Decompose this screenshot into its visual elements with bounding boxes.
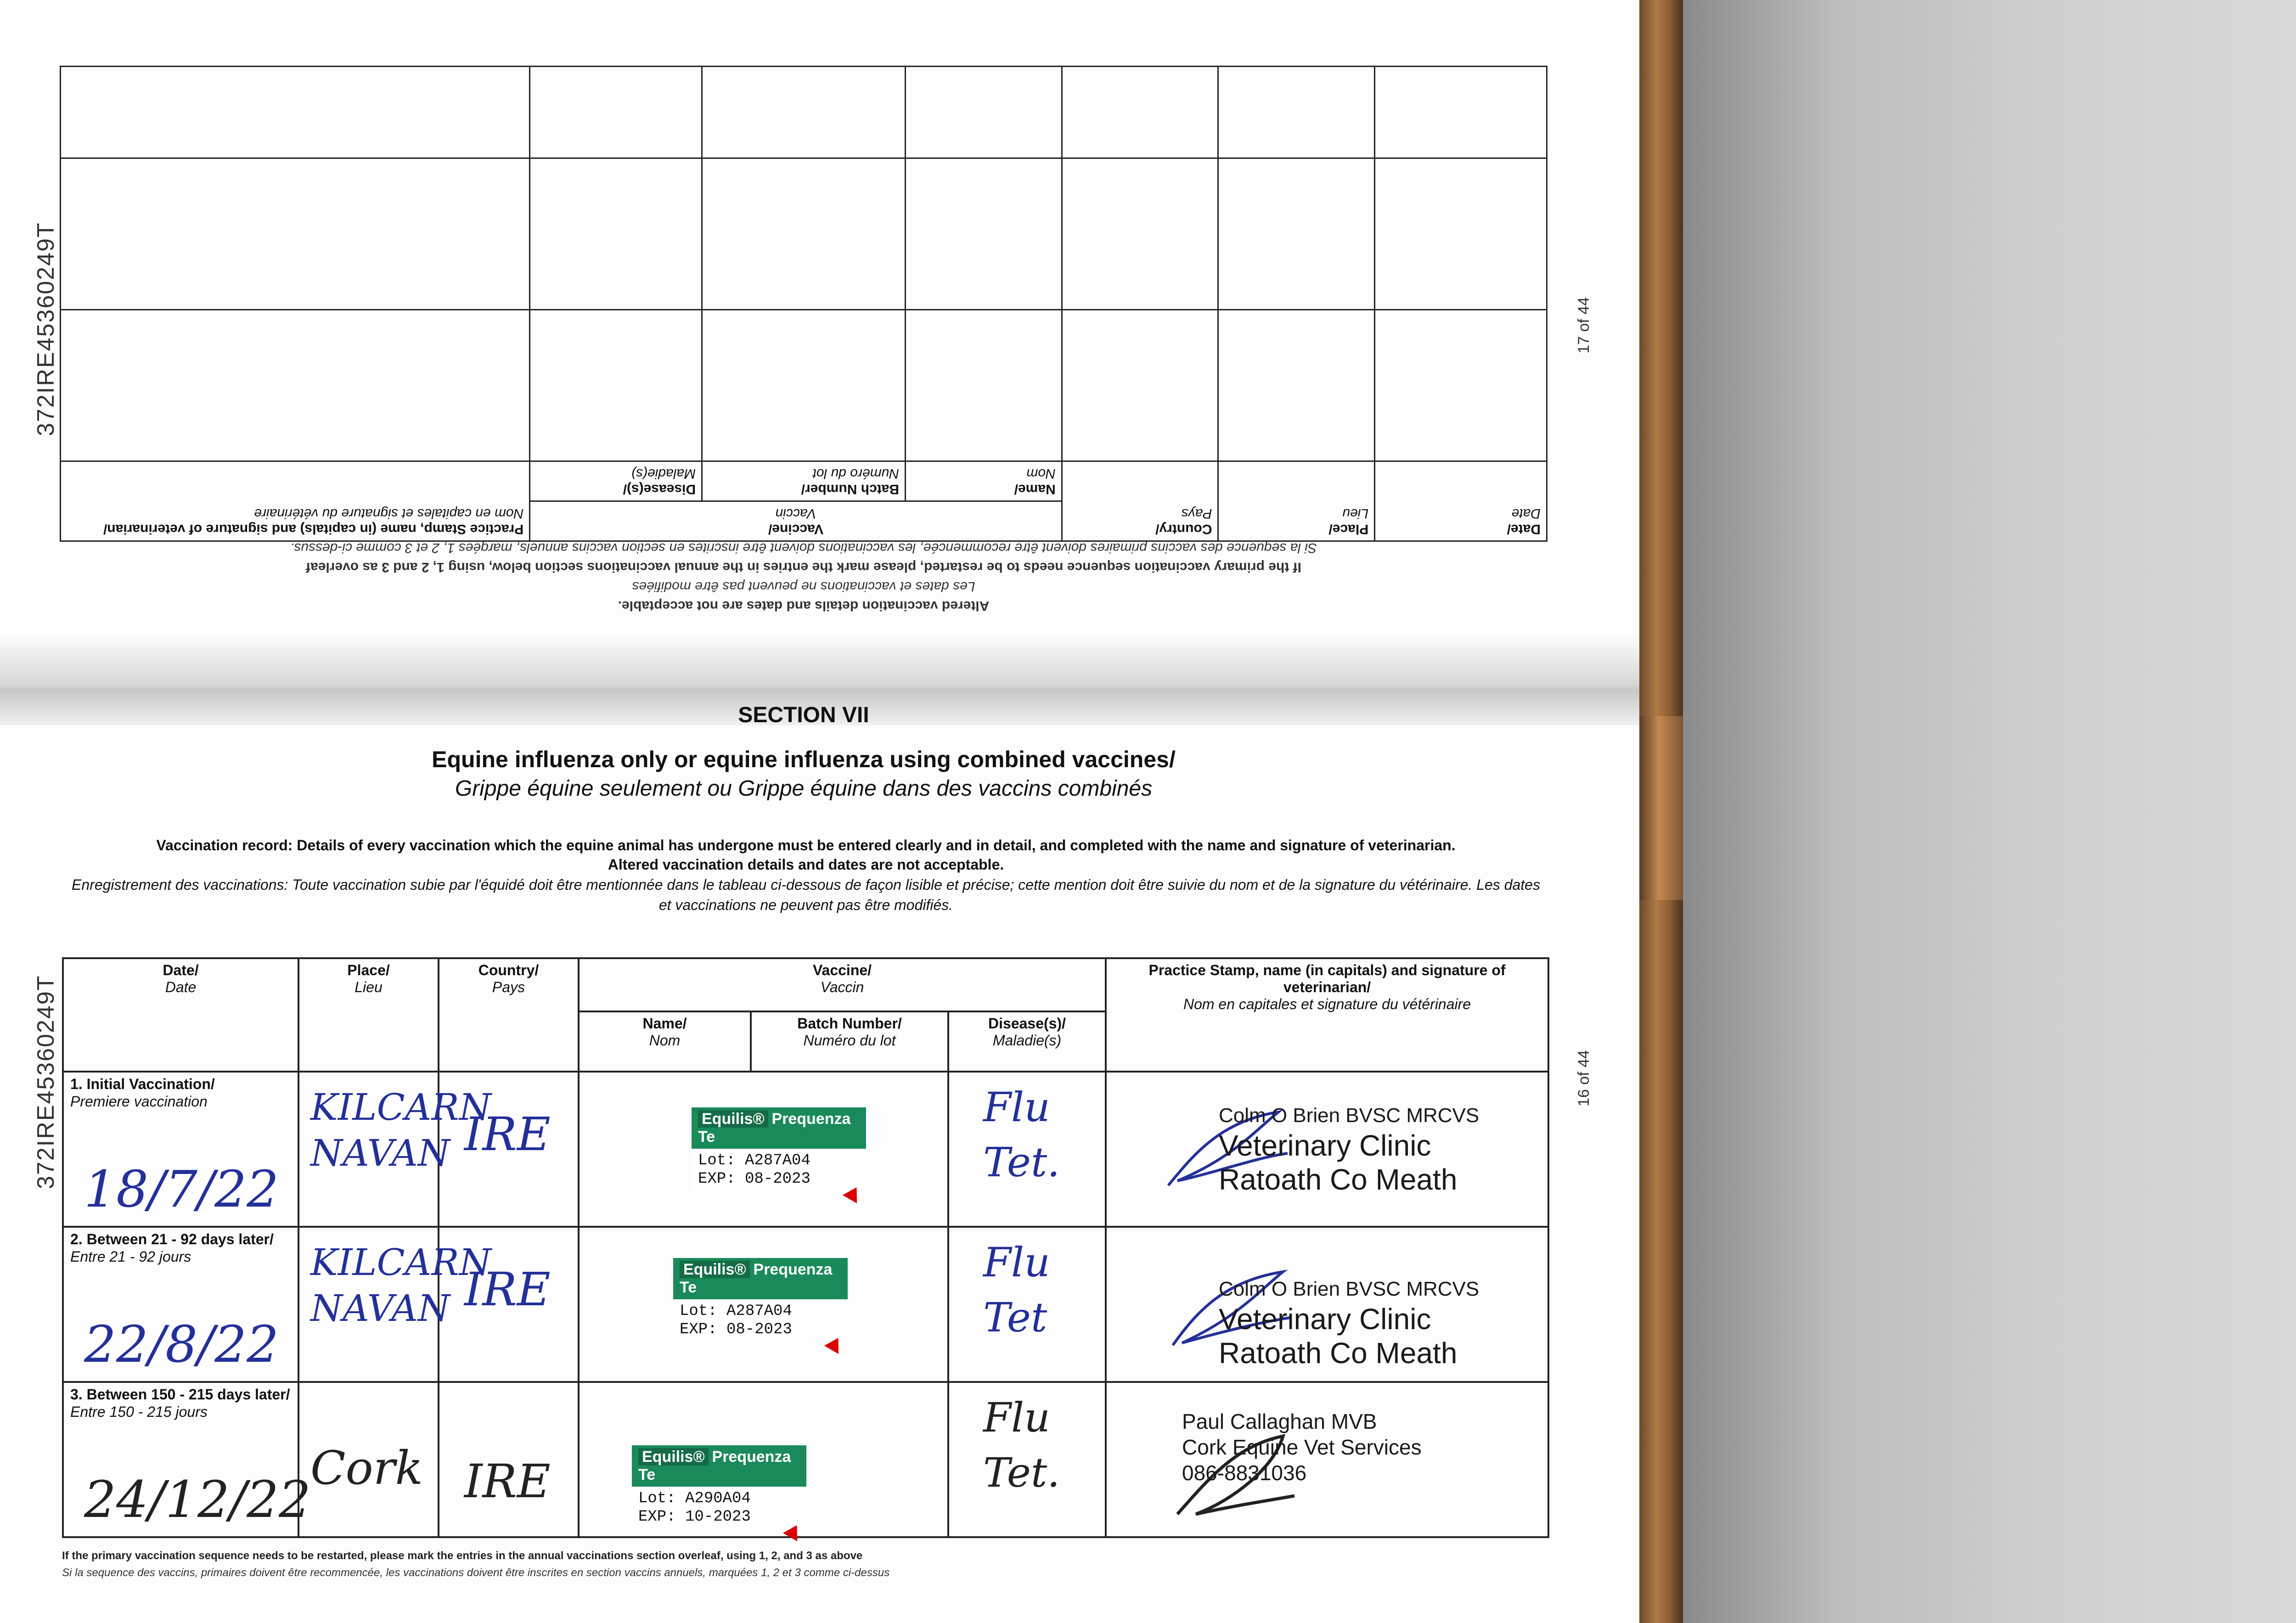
handwritten-country: IRE [464,1263,551,1317]
upper-horse-id: 372IRE45360249T [33,222,59,436]
record-instructions-fr [64,875,1548,915]
row-label: 2. Between 21 - 92 days later/ Entre 21 - 92 jours [70,1231,274,1265]
handwritten-country: IRE [464,1455,551,1509]
upper-header-stamp: Practice Stamp, name (in capitals) and signature of veterinarian/ Nom en capitales et signature du vétérinaire [61,461,530,541]
date-cell [63,1072,298,1227]
scanner-background [1683,0,2296,1623]
upper-restart-en: If the primary vaccination sequence needs to be restarted, please mark the entries in the annual vaccinations section below, using 1, 2 and 3 as overleaf [306,560,1301,575]
vaccine-sticker: Equilis® Prequenza Te Lot: A287A04 EXP: 08-2023 [673,1258,848,1342]
handwritten-disease: Flu Tet [983,1239,1050,1342]
vaccination-table [62,957,1549,1538]
handwritten-place: Cork [310,1441,423,1495]
vaccine-sticker-cell [579,1382,948,1537]
handwritten-date: 24/12/22 [84,1470,311,1529]
upper-notice-fr: Les dates et vaccinations ne peuvent pas être modifiées [632,579,975,594]
upper-page-rotated [60,0,1548,615]
country-cell [439,1072,579,1227]
upper-notice [60,538,1548,615]
header-vaccine-name: Name/ Nom [579,1011,751,1072]
upper-header-batch: Batch Number/ Numéro du lot [702,461,906,501]
row-label: 3. Between 150 - 215 days later/ Entre 150 - 215 jours [70,1386,290,1421]
footer-note-en: If the primary vaccination sequence needs to be restarted, please mark the entries in the annual vaccinations section overleaf, using 1, 2, and 3 as above [62,1550,863,1562]
vet-stamp: Colm O Brien BVSC MRCVS Veterinary Clinic Ratoath Co Meath [1219,1104,1480,1196]
upper-header-country: Country/ Pays [1062,461,1218,541]
handwritten-place: KILCARN NAVAN [310,1086,491,1175]
record-label: Vaccination record: [156,837,293,854]
header-practice-stamp: Practice Stamp, name (in capitals) and signature of veterinarian/ Nom en capitales et signature du vétérinaire [1106,958,1548,1072]
horse-id: 372IRE45360249T [33,975,59,1189]
page-title-fr: Grippe équine seulement ou Grippe équine dans des vaccins combinés [455,776,1153,801]
record-text-fr: Toute vaccination subie par l'équidé doit être mentionnée dans le tableau ci-dessous de façon lisible et précise; cette mention doit être suivie du nom et de la signature du vétérinaire. Les dates et vaccinations ne peuvent pas être modifiés. [292,876,1540,913]
row-label: 1. Initial Vaccination/ Premiere vaccination [70,1076,215,1110]
upper-header-place: Place/ Lieu [1218,461,1375,541]
upper-restart-fr: Si la sequence des vaccins primaires doivent être recommencée, les vaccinations doivent être inscrites en section vaccins annuels, marqées 1, 2 et 3 comme ci-dessus. [290,540,1317,556]
book-spine-lower [1639,716,1683,900]
place-cell [298,1382,439,1537]
footer-note-fr: Si la sequence des vaccins, primaires doivent être recommencée, les vaccinations doivent être inscrites en section vaccins annuels, marquées 1, 2 et 3 comme ci-dessus [62,1567,890,1579]
record-label-fr: Enregistrement des vaccinations: [72,876,288,893]
vet-stamp: Paul Callaghan MVB Cork Equine Vet Services 086-8831036 [1182,1410,1422,1485]
table-row [63,1227,1548,1382]
handwritten-disease: Flu Tet. [983,1394,1060,1497]
handwritten-place: KILCARN NAVAN [310,1241,491,1330]
disease-cell [948,1072,1106,1227]
date-cell [63,1382,311,1537]
upper-header-date: Date/ Date [1375,461,1547,541]
date-cell [63,1227,298,1382]
country-cell [439,1227,579,1382]
disease-cell [948,1227,1106,1382]
place-cell [298,1227,491,1382]
section-title: SECTION VII [738,703,869,727]
place-cell [298,1072,491,1227]
upper-page-number: 17 of 44 [1575,297,1593,354]
upper-header-name: Name/ Nom [906,461,1062,501]
disease-cell [948,1382,1106,1537]
practice-stamp-cell [1106,1382,1548,1537]
upper-notice-bold: Altered vaccination details and dates are not acceptable. [618,598,990,613]
handwritten-country: IRE [464,1107,551,1162]
record-instructions [64,836,1548,874]
practice-stamp-cell [1106,1227,1548,1382]
vaccine-sticker-cell [579,1072,948,1227]
handwritten-date: 22/8/22 [84,1315,279,1374]
header-country: Country/ Pays [439,958,579,1072]
table-row [63,1072,1548,1227]
upper-vaccination-table [60,66,1548,542]
upper-header-vaccine: Vaccine/ Vaccin [530,501,1062,541]
practice-stamp-cell [1106,1072,1548,1227]
upper-empty-row [61,310,1547,461]
header-place: Place/ Lieu [298,958,439,1072]
table-row [63,1382,1548,1537]
page-title: Equine influenza only or equine influenza using combined vaccines/ [432,747,1176,772]
vaccine-sticker-cell [579,1227,948,1382]
page-number: 16 of 44 [1575,1050,1593,1106]
header-batch-number: Batch Number/ Numéro du lot [751,1011,948,1072]
header-date: Date/ Date [63,958,298,1072]
handwritten-date: 18/7/22 [84,1160,279,1219]
upper-empty-row [61,158,1547,310]
vaccine-sticker: Equilis® Prequenza Te Lot: A287A04 EXP: 08-2023 [692,1107,866,1191]
header-diseases: Disease(s)/ Maladie(s) [948,1011,1106,1072]
vaccine-sticker: Equilis® Prequenza Te Lot: A290A04 EXP: 10-2023 [632,1445,806,1529]
handwritten-disease: Flu Tet. [983,1084,1060,1186]
record-text: Details of every vaccination which the equine animal has undergone must be entered clearly and in detail, and completed with the name and signature of veterinarian. [297,837,1456,854]
upper-empty-row [61,67,1547,158]
vet-stamp: Colm O Brien BVSC MRCVS Veterinary Clinic Ratoath Co Meath [1219,1278,1480,1370]
record-text-2: Altered vaccination details and dates are not acceptable. [608,856,1004,873]
upper-header-disease: Disease(s)/ Maladie(s) [530,461,702,501]
country-cell [439,1382,579,1537]
header-vaccine: Vaccine/ Vaccin [579,958,1106,1011]
